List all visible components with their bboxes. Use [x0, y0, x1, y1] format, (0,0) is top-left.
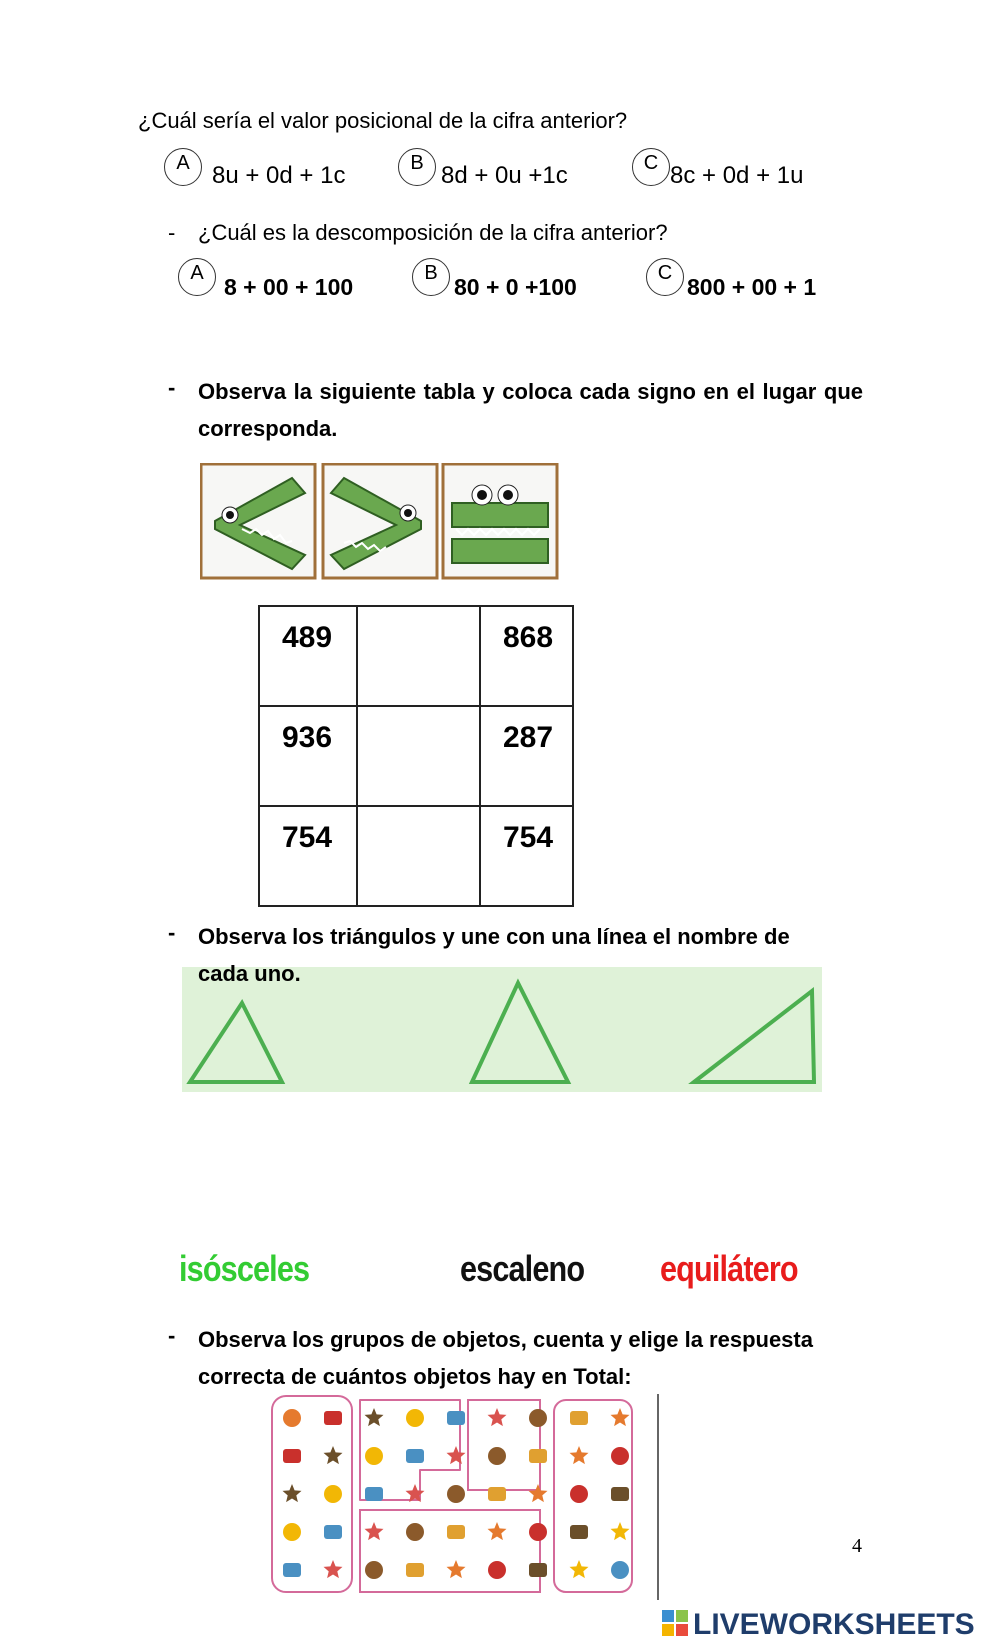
equals-crocodile-icon[interactable]: [443, 464, 557, 578]
table-row: [259, 806, 573, 906]
sign-cards: [200, 463, 560, 586]
question-signs: Observa la siguiente tabla y coloca cada signo en el lugar que corresponda.: [198, 379, 863, 441]
question-triangles: Observa los triángulos y une con una línea el nombre de cada uno.: [198, 924, 790, 986]
option-letter: B: [424, 262, 438, 284]
counting-object-icon: [529, 1523, 547, 1541]
counting-object-icon: [447, 1560, 466, 1578]
counting-object-icon: [570, 1485, 588, 1503]
page-number: 4: [852, 1535, 862, 1557]
counting-object-icon: [488, 1522, 507, 1540]
option-b-text: 8d + 0u +1c: [441, 162, 568, 189]
word-equilatero[interactable]: equilátero: [660, 1248, 798, 1289]
counting-object-icon: [611, 1561, 629, 1579]
comparison-table: [258, 605, 574, 907]
counting-object-icon: [283, 1563, 301, 1577]
option-letter: A: [190, 262, 204, 284]
counting-object-icon: [365, 1487, 383, 1501]
counting-object-icon: [488, 1561, 506, 1579]
counting-object-icon: [529, 1449, 547, 1463]
counting-object-icon: [529, 1563, 547, 1577]
counting-object-icon: [324, 1446, 343, 1464]
number-cell: 287: [480, 706, 573, 806]
counting-object-icon: [447, 1446, 466, 1464]
option-b-circle[interactable]: [412, 258, 450, 296]
counting-object-icon: [570, 1446, 589, 1464]
option-c-text: 8c + 0d + 1u: [670, 162, 804, 189]
option-a-circle[interactable]: [178, 258, 216, 296]
counting-object-icon: [365, 1561, 383, 1579]
bullet-dash: -: [168, 1323, 176, 1348]
counting-object-icon: [324, 1411, 342, 1425]
option-letter: B: [410, 152, 424, 174]
counting-object-icon: [488, 1408, 507, 1426]
counting-object-icon: [529, 1484, 548, 1502]
option-c-circle[interactable]: [646, 258, 684, 296]
counting-object-icon: [365, 1447, 383, 1465]
counting-object-icon: [447, 1485, 465, 1503]
option-a-text: 8u + 0d + 1c: [212, 162, 346, 189]
answer-cell[interactable]: [357, 806, 480, 906]
option-letter: C: [643, 152, 659, 174]
answer-cell[interactable]: [357, 606, 480, 706]
counting-object-icon: [283, 1449, 301, 1463]
counting-object-icon: [611, 1522, 630, 1540]
counting-object-icon: [406, 1563, 424, 1577]
counting-object-icon: [447, 1525, 465, 1539]
counting-object-icon: [488, 1447, 506, 1465]
option-letter: A: [176, 152, 190, 174]
table-row: [259, 606, 573, 706]
option-b-circle[interactable]: [398, 148, 436, 186]
word-escaleno[interactable]: escaleno: [460, 1248, 585, 1289]
isosceles-triangle-icon[interactable]: [472, 983, 568, 1082]
number-cell: 868: [480, 606, 573, 706]
question-place-value: ¿Cuál sería el valor posicional de la cifra anterior?: [138, 108, 628, 133]
liveworksheets-brand: LIVEWORKSHEETS: [693, 1608, 975, 1641]
answer-cell[interactable]: [357, 706, 480, 806]
counting-object-icon: [570, 1411, 588, 1425]
option-b-text: 80 + 0 +100: [454, 274, 577, 300]
counting-object-icon: [324, 1525, 342, 1539]
counting-object-icon: [365, 1408, 384, 1426]
counting-object-icon: [283, 1523, 301, 1541]
counting-object-icon: [324, 1485, 342, 1503]
number-cell: 489: [259, 606, 357, 706]
less-than-crocodile-icon[interactable]: [201, 464, 315, 578]
counting-object-icon: [570, 1560, 589, 1578]
counting-object-icon: [324, 1560, 343, 1578]
counting-object-icon: [406, 1449, 424, 1463]
question-decomposition: ¿Cuál es la descomposición de la cifra anterior?: [198, 220, 668, 245]
greater-than-crocodile-icon[interactable]: [323, 464, 437, 578]
counting-object-icon: [283, 1409, 301, 1427]
scalene-triangle-icon[interactable]: [694, 991, 814, 1082]
counting-object-icon: [611, 1408, 630, 1426]
object-groups-picture: [268, 1392, 668, 1607]
option-c-circle[interactable]: [632, 148, 670, 186]
question-objects: Observa los grupos de objetos, cuenta y elige la respuesta correcta de cuántos objetos hay en Total:: [198, 1327, 813, 1389]
number-cell: 754: [259, 806, 357, 906]
option-letter: C: [657, 262, 673, 284]
option-c-text: 800 + 00 + 1: [687, 274, 817, 300]
counting-object-icon: [406, 1409, 424, 1427]
bullet-dash: -: [168, 220, 176, 245]
counting-object-icon: [283, 1484, 302, 1502]
equilateral-triangle-icon[interactable]: [190, 1003, 282, 1082]
counting-object-icon: [570, 1525, 588, 1539]
counting-object-icon: [611, 1447, 629, 1465]
counting-object-icon: [365, 1522, 384, 1540]
counting-object-icon: [611, 1487, 629, 1501]
counting-object-icon: [529, 1409, 547, 1427]
number-cell: 754: [480, 806, 573, 906]
table-row: [259, 706, 573, 806]
liveworksheets-logo-icon: [662, 1610, 690, 1643]
word-isosceles[interactable]: isósceles: [179, 1248, 310, 1289]
number-cell: 936: [259, 706, 357, 806]
counting-object-icon: [406, 1523, 424, 1541]
bullet-dash: -: [168, 375, 176, 400]
option-a-text: 8 + 00 + 100: [224, 274, 354, 300]
counting-object-icon: [447, 1411, 465, 1425]
bullet-dash: -: [168, 920, 176, 945]
option-a-circle[interactable]: [164, 148, 202, 186]
counting-object-icon: [488, 1487, 506, 1501]
